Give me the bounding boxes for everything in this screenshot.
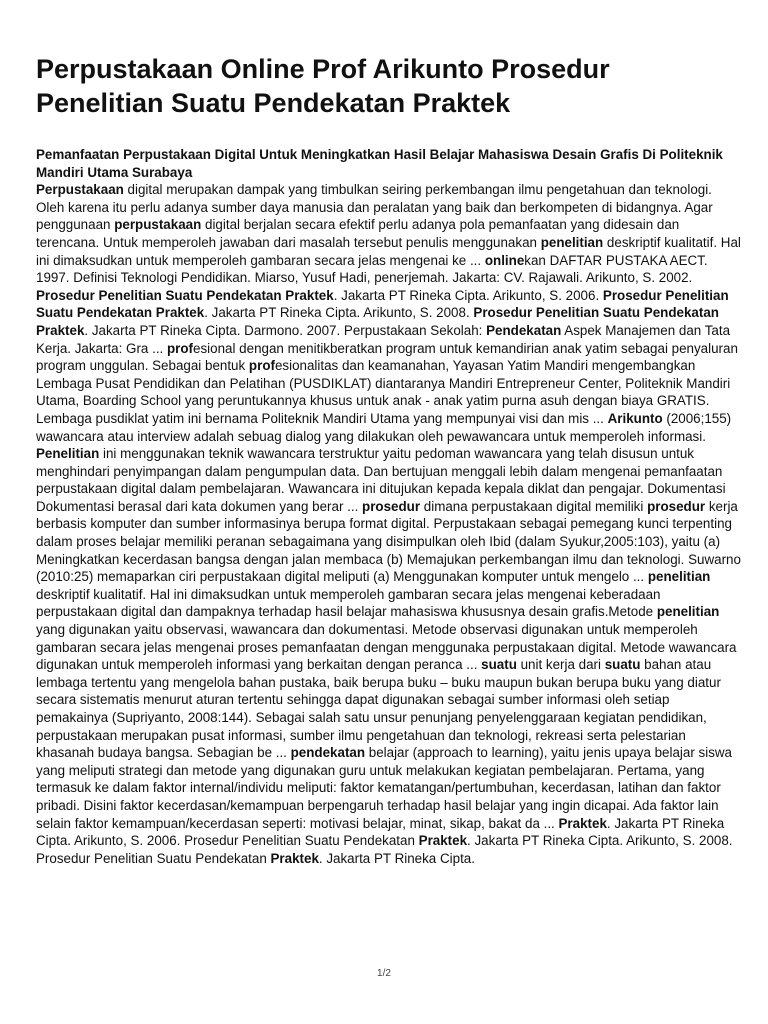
highlighted-keyword: Penelitian [36,446,100,462]
body-text-segment: . Jakarta PT Rineka Cipta. Arikunto, S. 2006. Prosedur Penelitian Suatu Pendekatan [36,815,725,849]
highlighted-keyword: penelitian [540,234,604,250]
highlighted-keyword: prosedur [362,498,421,514]
highlighted-keyword: prof [248,358,275,374]
highlighted-keyword: prosedur [647,498,706,514]
body-text-segment: esional dengan menitikberatkan program untuk kemandirian anak yatim sebagai penyaluran program unggulan. Sebagai bentuk [36,340,738,374]
article-subtitle: Pemanfaatan Perpustakaan Digital Untuk Meningkatkan Hasil Belajar Mahasiswa Desain Grafis Di Politeknik Mandiri Utama Surabaya [36,147,723,180]
body-text-segment: . Jakarta PT Rineka Cipta. Arikunto, S. 2008. Prosedur Penelitian Suatu Pendekatan [36,833,733,866]
body-text-segment: digital merupakan dampak yang timbulkan seiring perkembangan ilmu pengetahuan dan teknologi. Oleh karena itu perlu adanya sumber daya manusia dan peralatan yang baik dan berkompeten di bidangnya. Agar penggunaan [36,182,713,233]
highlighted-keyword: online [484,252,525,268]
highlighted-keyword: Prosedur Penelitian Suatu Pendekatan Praktek [36,287,729,321]
body-text-segment: deskriptif kualitatif. Hal ini dimaksudkan untuk memperoleh gambaran secara jelas mengenai keberadaan perpustakaan digital dan dampaknya terhadap hasil belajar mahasiswa khususnya desain grafis.Metode [36,586,661,620]
body-text-segment: bahan atau lembaga tertentu yang mengelola bahan pustaka, baik berupa buku – buku maupun bukan berupa buku yang diatur secara sistematis menurut aturan tertentu sehingga dapat digunakan sebagai sumber informasi oleh setiap pemakainya (Supriyanto, 2008:144). Sebagai salah satu unsur penunjang penyelenggaraan kegiatan pendidikan, perpustakaan merupakan pusat informasi, sumber ilmu pengetahuan dan teknologi, rekreasi serta pelestarian khasanah budaya bangsa. Sebagian be ... [36,657,721,761]
page-title: Perpustakaan Online Prof Arikunto Prosedur Penelitian Suatu Pendekatan Praktek [36,54,610,118]
body-text-segment: . Jakarta PT Rineka Cipta. Darmono. 2007. Perpustakaan Sekolah: [84,322,487,338]
page-number: 1/2 [377,968,391,979]
body-text-segment: ini menggunakan teknik wawancara terstruktur yaitu pedoman wawancara yang telah disusun untuk menghindari penyimpangan dalam pengumpulan data. Dan bertujuan menggali lebih dalam mengenai pemanfaatan perpustakaan digital dalam pembelajaran. Wawancara ini ditujukan kepada kepala diklat dan pengajar. Dokumentasi Dokumentasi berasal dari kata dokumen yang berar ... [36,446,726,514]
body-text-segment: unit kerja dari [516,657,605,673]
body-text-segment: digital berjalan secara efektif perlu adanya pola pemanfaatan yang didesain dan terencana. Untuk memperoleh jawaban dari masalah tersebut penulis menggunakan [36,217,680,250]
body-text-segment: . Jakarta PT Rineka Cipta. [318,850,475,866]
highlighted-keyword: Praktek [270,850,319,866]
highlighted-keyword: Prosedur Penelitian Suatu Pendekatan Praktek [36,287,334,303]
article-body [36,181,742,867]
highlighted-keyword: penelitian [647,569,711,585]
highlighted-keyword: Perpustakaan [36,182,124,198]
highlighted-keyword: perpustakaan [114,217,202,233]
body-text-segment: esionalitas dan keamanahan, Yayasan Yatim Mandiri mengembangkan Lembaga Pusat Pendidikan dan Pelatihan (PUSDIKLAT) diantaranya Mandiri Entrepreneur Center, Politeknik Mandiri Utama, Boarding School yang peruntukannya khusus untuk anak - anak yatim purna asuh dengan biaya GRATIS. Lembaga pusdiklat yatim ini bernama Politeknik Mandiri Utama yang mempunyai visi dan mis ... [36,358,731,426]
highlighted-keyword: Arikunto [607,410,663,426]
highlighted-keyword: Prosedur Penelitian Suatu Pendekatan Praktek [36,305,719,338]
body-text-segment: kan DAFTAR PUSTAKA AECT. 1997. Definisi Teknologi Pendidikan. Miarso, Yusuf Hadi, penerjemah. Jakarta: CV. Rajawali. Arikunto, S. 2002. [36,252,708,286]
document-page [36,0,742,867]
body-text-segment: dimana perpustakaan digital memiliki [420,498,648,514]
body-text-segment: . Jakarta PT Rineka Cipta. Arikunto, S. 2008. [204,305,474,321]
highlighted-keyword: Praktek [558,815,607,831]
highlighted-keyword: Praktek [418,833,468,849]
body-text-segment: deskriptif kualitatif. Hal ini dimaksudkan untuk memperoleh gambaran secara jelas mengenai ke ... [36,234,741,268]
body-text-segment: kerja berbasis komputer dan sumber informasinya berupa format digital. Perpustakaan sebagai pemegang kunci terpenting dalam proses belajar memiliki peranan sebagaimana yang disimpulkan oleh Ibid (dalam Syukur,2005:103), yaitu (a) Meningkatkan kecerdasan bangsa dengan jalan membaca (b) Memajukan perkembangan ilmu dan teknologi. Suwarno (2010:25) memaparkan ciri perpustakaan digital meliputi (a) Menggunakan komputer untuk mengelo ... [36,498,741,585]
body-text-segment: . Jakarta PT Rineka Cipta. Arikunto, S. 2006. [333,287,603,303]
body-text-segment: (2006;155) wawancara atau interview adalah sebuag dialog yang dilakukan oleh pewawancara untuk memperoleh informasi. [36,410,732,444]
highlighted-keyword: suatu [481,657,517,673]
body-text-segment: Aspek Manajemen dan Tata Kerja. Jakarta: Gra ... [36,322,731,356]
body-text-segment: yang digunakan yaitu observasi, wawancara dan dokumentasi. Metode observasi digunakan untuk memperoleh gambaran secara jelas mengenai proses pemanfaatan dengan menggunaka perpustakaan digital. Metode wawancara digunakan untuk memperoleh informasi yang berkaitan dengan peranca ... [36,622,737,673]
highlighted-keyword: suatu [604,657,641,673]
highlighted-keyword: Pendekatan [486,322,562,338]
highlighted-keyword: prof [166,340,194,356]
highlighted-keyword: pendekatan [290,745,366,761]
highlighted-keyword: penelitian [656,604,720,620]
body-text-segment: belajar (approach to learning), yaitu jenis upaya belajar siswa yang meliputi strategi dan metode yang digunakan guru untuk melakukan kegiatan pembelajaran. Pertama, yang termasuk ke dalam faktor internal/individu meliputi: faktor kematangan/pertumbuhan, kecerdasan, latihan dan faktor pribadi. Disini faktor kecerdasan/kemampuan berpengaruh terhadap hasil belajar yang ingin dicapai. Ada faktor lain selain faktor kemampuan/kecerdasan seperti: motivasi belajar, minat, sikap, bakat da ... [36,745,733,831]
